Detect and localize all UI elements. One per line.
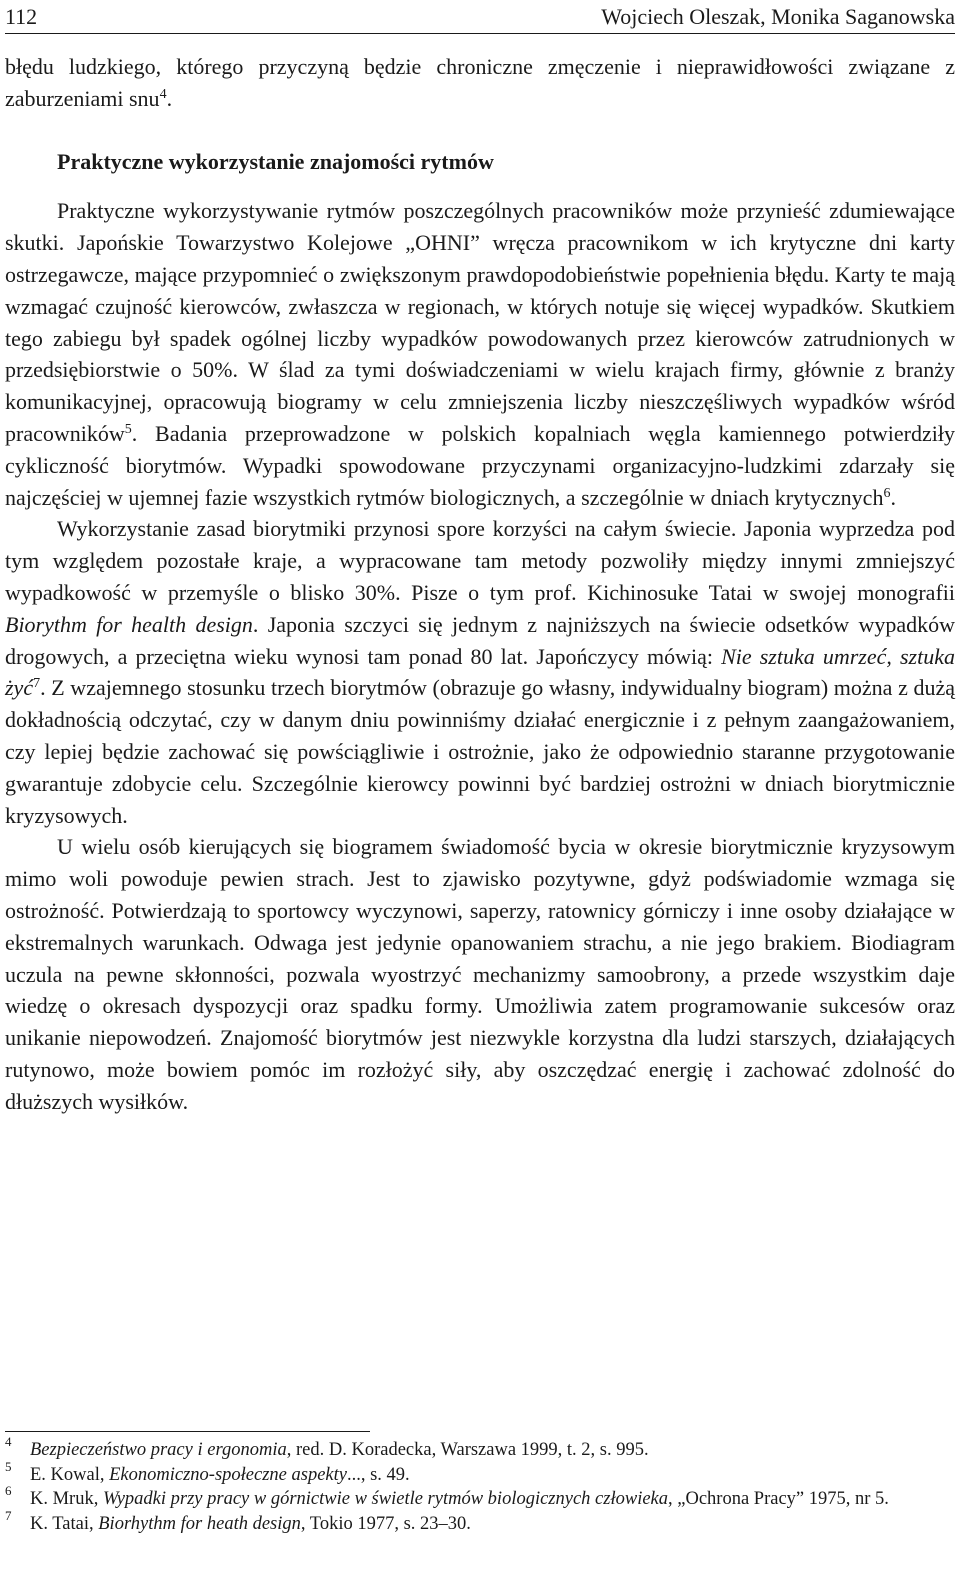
paragraph-2: Wykorzystanie zasad biorytmiki przynosi spore korzyści na całym świecie. Japonia wyprzedza pod tym względem pozostałe kraje, a wypracowane tam metody pozwoliły między innymi zmniejszyć wypadkowość w przemyśle o blisko 30%. Pisze o tym prof. Kichinosuke Tatai w swojej monografii Biorythm for health design. Japonia szczyci się jednym z najniższych na świecie odsetków wypadków drogowych, a przeciętna wieku wynosi tam ponad 80 lat. Japończycy mówią: Nie sztuka umrzeć, sztuka żyć$^7$. Z wzajemnego stosunku trzech biorytmów (obrazuje go własny, indywidualny biogram) można z dużą dokładnością odczytać, czy w danym dniu powinniśmy działać energicznie i z pełnym zaangażowaniem, czy lepiej będzie zachować się powściągliwie i ostrożnie, jako że odpowiednio staranne przygotowanie gwarantuje zdobycie celu. Szczególnie kierowcy powinni być bardziej ostrożni w dniach biorytmicznie kryzysowych. (5, 516, 955, 828)
footnote-ref-5[interactable]: 5 (124, 421, 132, 437)
footnote-5: 5 E. Kowal, Ekonomiczno-społeczne aspekty..., s. 49. (5, 1458, 410, 1485)
footnote-6: 6 K. Mruk, Wypadki przy pracy w górnictwie w świetle rytmów biologicznych człowieka, „Ochrona Pracy” 1975, nr 5. (5, 1483, 889, 1509)
footnote-ref-7[interactable]: 7 (33, 676, 41, 692)
footnote-rule (5, 1431, 370, 1432)
footnote-4: 4 Bezpieczeństwo pracy i ergonomia, red. D. Koradecka, Warszawa 1999, t. 2, s. 995. (5, 1434, 649, 1460)
body-text (5, 51, 955, 1118)
header-rule (5, 33, 955, 34)
running-head (5, 4, 955, 30)
running-head-authors: Wojciech Oleszak, Monika Saganowska (601, 4, 955, 29)
book-title: Biorythm for health design (5, 611, 253, 637)
book-page (5, 0, 955, 1571)
paragraph-1: Praktyczne wykorzystywanie rytmów poszczególnych pracowników może przynieść zdumiewające skutki. Japońskie Towarzystwo Kolejowe „OHNI” wręcza pracownikom w ich krytyczne dni karty ostrzegawcze, mające przypomnieć o zwiększonym prawdopodobieństwie popełnienia błędu. Karty te mają wzmagać czujność kierowców, zwłaszcza w regionach, w których notuje się więcej wypadków. Skutkiem tego zabiegu był spadek ogólnej liczby wypadków powodowanych przez kierowców zatrudnionych w przedsiębiorstwie o 50%. W ślad za tymi doświadczeniami w wielu krajach firmy, głównie z branży komunikacyjnej, opracowują biogramy w celu zmniejszenia liczby nieszczęśliwych wypadków wśród pracowników$^5$. Badania przeprowadzone w polskich kopalniach węgla kamiennego potwierdziły cykliczność biorytmów. Wypadki spowodowane przyczynami organizacyjno-ludzkimi zdarzały się najczęściej w ujemnej fazie wszystkich rytmów biologicznych, a szczególnie w dniach krytycznych$^6$. (5, 198, 955, 510)
footnote-ref-4[interactable]: 4 (159, 86, 167, 102)
paragraph-3: U wielu osób kierujących się biogramem świadomość bycia w okresie biorytmicznie kryzysowym mimo woli powoduje pewien strach. Jest to zjawisko pozytywne, gdyż podświadomie wzmaga się ostrożność. Potwierdzają to sportowcy wyczynowi, saperzy, ratownicy górniczy i inne osoby działające w ekstremalnych warunkach. Odwaga jest jedynie opanowaniem strachu, a nie jego brakiem. Biodiagram uczula na pewne skłonności, pozwala wyostrzyć mechanizmy samoobrony, a przede wszystkim daje wiedzę o okresach dyspozycji oraz spadku formy. Umożliwia zatem programowanie sukcesów oraz unikanie niepowodzeń. Znajomość biorytmów jest niezwykle korzystna dla ludzi starszych, działających rutynowo, może bowiem pomóc im rozłożyć siły, aby oszczędzać energię i zachować zdolność do dłuższych wysiłków. (5, 834, 955, 1114)
footnotes (5, 1434, 955, 1536)
footnote-ref-6[interactable]: 6 (883, 485, 891, 501)
section-heading: Praktyczne wykorzystanie znajomości rytmów (57, 148, 494, 174)
footnote-7: 7 K. Tatai, Biorhythm for heath design, Tokio 1977, s. 23–30. (5, 1507, 471, 1534)
paragraph-continued: błędu ludzkiego, którego przyczyną będzie chroniczne zmęczenie i nieprawidłowości związane z zaburzeniami snu$^4$. (5, 54, 955, 111)
page-number: 112 (5, 4, 38, 29)
japanese-saying: Nie sztuka umrzeć, sztuka żyć (5, 643, 955, 701)
